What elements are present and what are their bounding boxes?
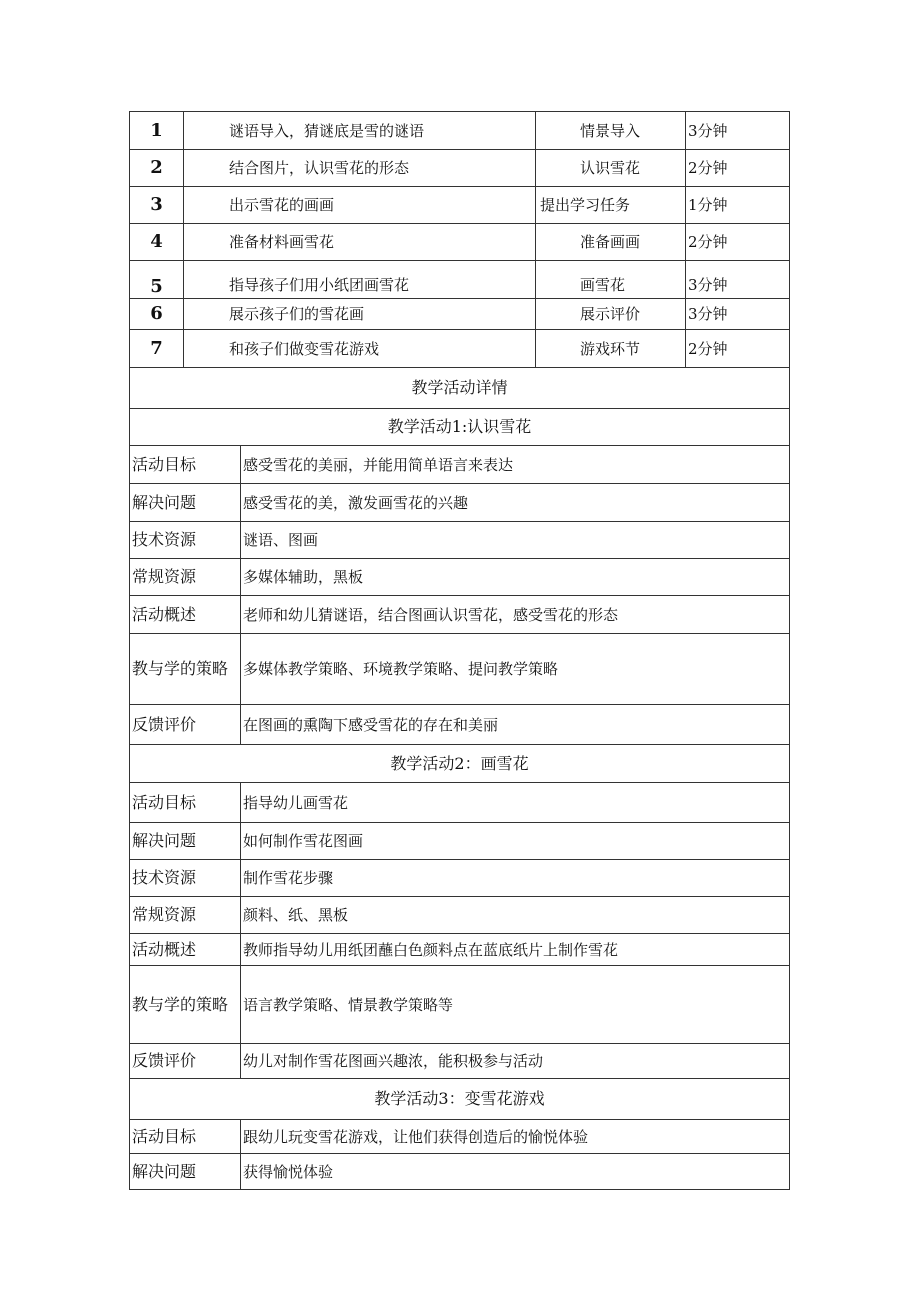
activity-row xyxy=(130,484,790,522)
row-label: 常规资源 xyxy=(130,559,241,596)
activity-row xyxy=(130,446,790,484)
activity-title-row xyxy=(130,745,790,783)
step-stage: 提出学习任务 xyxy=(536,187,686,224)
step-number: 3 xyxy=(130,187,184,224)
step-stage: 情景导入 xyxy=(536,112,686,150)
activity-title-row xyxy=(130,1079,790,1120)
activity-row xyxy=(130,1044,790,1079)
activity-row xyxy=(130,783,790,823)
row-label: 活动目标 xyxy=(130,446,241,484)
row-label: 解决问题 xyxy=(130,484,241,522)
activity-row xyxy=(130,1154,790,1190)
activity-title-row xyxy=(130,409,790,446)
row-value: 制作雪花步骤 xyxy=(241,860,790,897)
activity-row xyxy=(130,522,790,559)
step-row xyxy=(130,224,790,261)
row-value: 教师指导幼儿用纸团蘸白色颜料点在蓝底纸片上制作雪花 xyxy=(241,934,790,966)
step-row xyxy=(130,187,790,224)
step-time: 2分钟 xyxy=(686,150,790,187)
step-row xyxy=(130,112,790,150)
details-heading-row xyxy=(130,368,790,409)
step-row xyxy=(130,150,790,187)
activity-row xyxy=(130,966,790,1044)
step-stage: 游戏环节 xyxy=(536,330,686,368)
step-number: 7 xyxy=(130,330,184,368)
row-value: 感受雪花的美丽，并能用简单语言来表达 xyxy=(241,446,790,484)
row-value: 多媒体教学策略、环境教学策略、提问教学策略 xyxy=(241,634,790,705)
row-label: 活动目标 xyxy=(130,783,241,823)
row-label: 反馈评价 xyxy=(130,1044,241,1079)
row-label: 活动目标 xyxy=(130,1120,241,1154)
row-value: 语言教学策略、情景教学策略等 xyxy=(241,966,790,1044)
step-time: 1分钟 xyxy=(686,187,790,224)
step-row xyxy=(130,261,790,299)
row-value: 获得愉悦体验 xyxy=(241,1154,790,1190)
step-description: 出示雪花的画画 xyxy=(184,187,536,224)
row-label: 解决问题 xyxy=(130,823,241,860)
step-time: 2分钟 xyxy=(686,224,790,261)
step-description: 指导孩子们用小纸团画雪花 xyxy=(184,261,536,299)
step-time: 3分钟 xyxy=(686,261,790,299)
step-description: 结合图片，认识雪花的形态 xyxy=(184,150,536,187)
row-label: 教与学的策略 xyxy=(130,634,241,705)
row-label: 活动概述 xyxy=(130,596,241,634)
row-label: 活动概述 xyxy=(130,934,241,966)
row-label: 技术资源 xyxy=(130,860,241,897)
step-time: 3分钟 xyxy=(686,299,790,330)
row-label: 反馈评价 xyxy=(130,705,241,745)
step-description: 和孩子们做变雪花游戏 xyxy=(184,330,536,368)
row-value: 多媒体辅助，黑板 xyxy=(241,559,790,596)
activity-details-table xyxy=(129,367,790,1190)
row-value: 指导幼儿画雪花 xyxy=(241,783,790,823)
activity-row xyxy=(130,559,790,596)
row-value: 谜语、图画 xyxy=(241,522,790,559)
step-row xyxy=(130,330,790,368)
row-value: 如何制作雪花图画 xyxy=(241,823,790,860)
row-label: 常规资源 xyxy=(130,897,241,934)
activity-row xyxy=(130,596,790,634)
activity-row xyxy=(130,897,790,934)
activity-row xyxy=(130,823,790,860)
activity-row xyxy=(130,634,790,705)
step-description: 谜语导入，猜谜底是雪的谜语 xyxy=(184,112,536,150)
step-time: 2分钟 xyxy=(686,330,790,368)
activity-1-title: 教学活动1:认识雪花 xyxy=(130,409,790,446)
row-value: 老师和幼儿猜谜语，结合图画认识雪花，感受雪花的形态 xyxy=(241,596,790,634)
step-stage: 画雪花 xyxy=(536,261,686,299)
activity-3-title: 教学活动3：变雪花游戏 xyxy=(130,1079,790,1120)
step-row xyxy=(130,299,790,330)
step-stage: 准备画画 xyxy=(536,224,686,261)
details-heading: 教学活动详情 xyxy=(130,368,790,409)
row-label: 教与学的策略 xyxy=(130,966,241,1044)
step-stage: 展示评价 xyxy=(536,299,686,330)
row-label: 解决问题 xyxy=(130,1154,241,1190)
row-value: 颜料、纸、黑板 xyxy=(241,897,790,934)
row-label: 技术资源 xyxy=(130,522,241,559)
lesson-plan-page xyxy=(129,111,789,1190)
row-value: 在图画的熏陶下感受雪花的存在和美丽 xyxy=(241,705,790,745)
step-description: 展示孩子们的雪花画 xyxy=(184,299,536,330)
activity-row xyxy=(130,860,790,897)
step-time: 3分钟 xyxy=(686,112,790,150)
row-value: 幼儿对制作雪花图画兴趣浓，能积极参与活动 xyxy=(241,1044,790,1079)
activity-row xyxy=(130,705,790,745)
row-value: 感受雪花的美，激发画雪花的兴趣 xyxy=(241,484,790,522)
row-value: 跟幼儿玩变雪花游戏，让他们获得创造后的愉悦体验 xyxy=(241,1120,790,1154)
activity-row xyxy=(130,934,790,966)
teaching-steps-table xyxy=(129,111,790,368)
step-number: 2 xyxy=(130,150,184,187)
step-number: 1 xyxy=(130,112,184,150)
step-number: 5 xyxy=(130,261,184,299)
activity-2-title: 教学活动2：画雪花 xyxy=(130,745,790,783)
step-description: 准备材料画雪花 xyxy=(184,224,536,261)
activity-row xyxy=(130,1120,790,1154)
step-number: 6 xyxy=(130,299,184,330)
step-number: 4 xyxy=(130,224,184,261)
step-stage: 认识雪花 xyxy=(536,150,686,187)
